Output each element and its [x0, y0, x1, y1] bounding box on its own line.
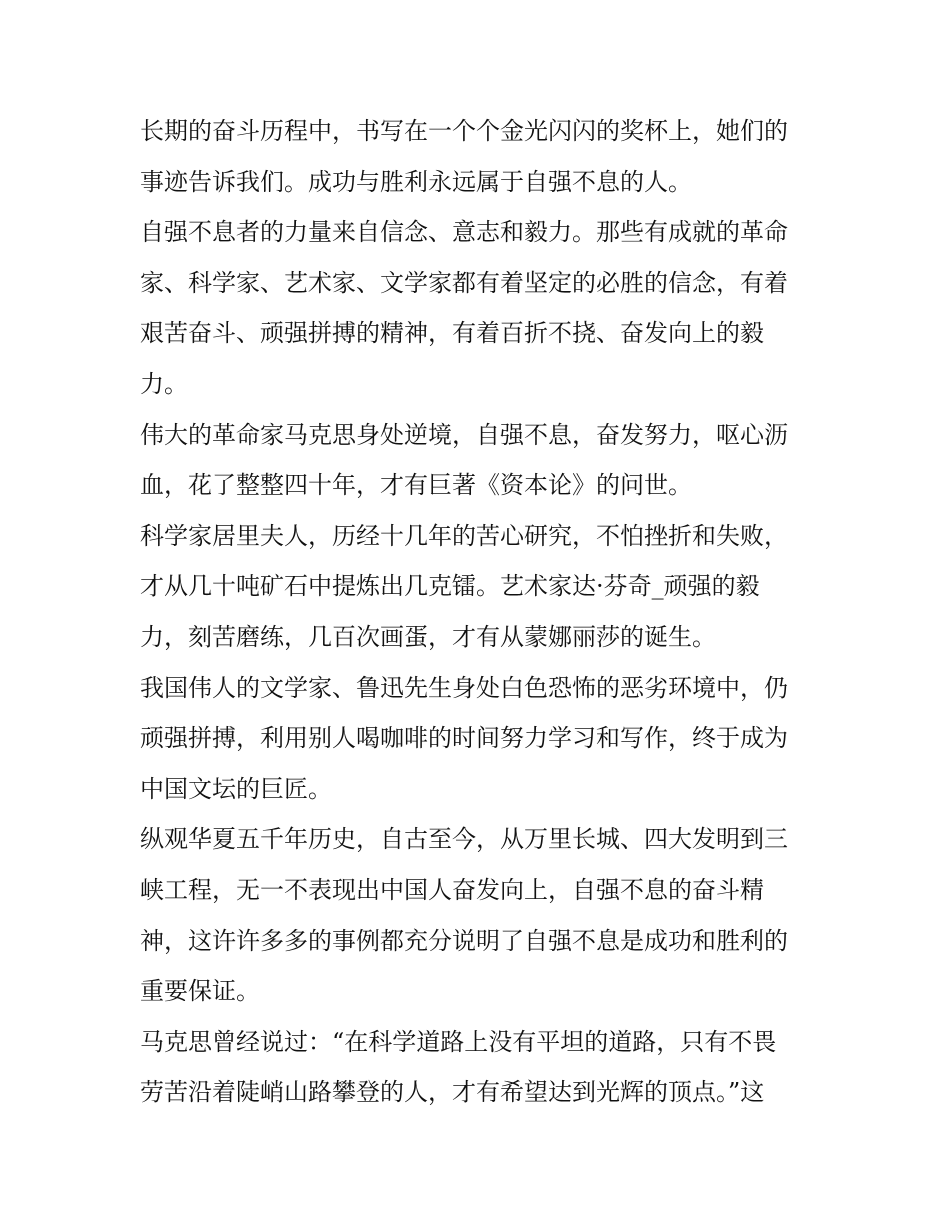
paragraph-4: [140, 511, 820, 663]
text-line: 纵观华夏五千年历史，自古至今，从万里长城、四大发明到三: [140, 825, 788, 854]
paragraph-5: [140, 663, 820, 815]
text-line: 艰苦奋斗、顽强拼搏的精神，有着百折不挠、奋发向上的毅: [140, 319, 764, 348]
paragraph-7: [140, 1017, 820, 1118]
text-line: 神，这许许多多的事例都充分说明了自强不息是成功和胜利的: [140, 926, 788, 955]
text-line: 力。: [140, 369, 188, 398]
paragraph-2: [140, 207, 820, 409]
text-line: 事迹告诉我们。成功与胜利永远属于自强不息的人。: [140, 167, 692, 196]
text-line: 力，刻苦磨练，几百次画蛋，才有从蒙娜丽莎的诞生。: [140, 622, 716, 651]
text-line: 我国伟人的文学家、鲁迅先生身处白色恐怖的恶劣环境中，仍: [140, 673, 788, 702]
text-line: 家、科学家、艺术家、文学家都有着坚定的必胜的信念，有着: [140, 268, 788, 297]
text-line: 马克思曾经说过：“在科学道路上没有平坦的道路，只有不畏: [140, 1027, 777, 1056]
text-line: 重要保证。: [140, 977, 260, 1006]
text-line: 科学家居里夫人，历经十几年的苦心研究，不怕挫折和失败，: [140, 521, 788, 550]
paragraph-6: [140, 814, 820, 1016]
text-line: 劳苦沿着陡峭山路攀登的人，才有希望达到光辉的顶点。”这: [140, 1078, 765, 1107]
paragraph-3: [140, 410, 820, 511]
text-line: 伟大的革命家马克思身处逆境，自强不息，奋发努力，呕心沥: [140, 420, 788, 449]
text-line: 血，花了整整四十年，才有巨著《资本论》的问世。: [140, 471, 692, 500]
text-line: 中国文坛的巨匠。: [140, 774, 332, 803]
text-line: 峡工程，无一不表现出中国人奋发向上，自强不息的奋斗精: [140, 875, 764, 904]
paragraph-1: [140, 106, 820, 207]
document-body: [140, 106, 820, 1118]
text-line: 顽强拼搏，利用别人喝咖啡的时间努力学习和写作，终于成为: [140, 724, 788, 753]
text-line: 长期的奋斗历程中，书写在一个个金光闪闪的奖杯上，她们的: [140, 117, 788, 145]
text-line: 自强不息者的力量来自信念、意志和毅力。那些有成就的革命: [140, 218, 788, 247]
text-line: 才从几十吨矿石中提炼出几克镭。艺术家达·芬奇_顽强的毅: [140, 572, 760, 601]
